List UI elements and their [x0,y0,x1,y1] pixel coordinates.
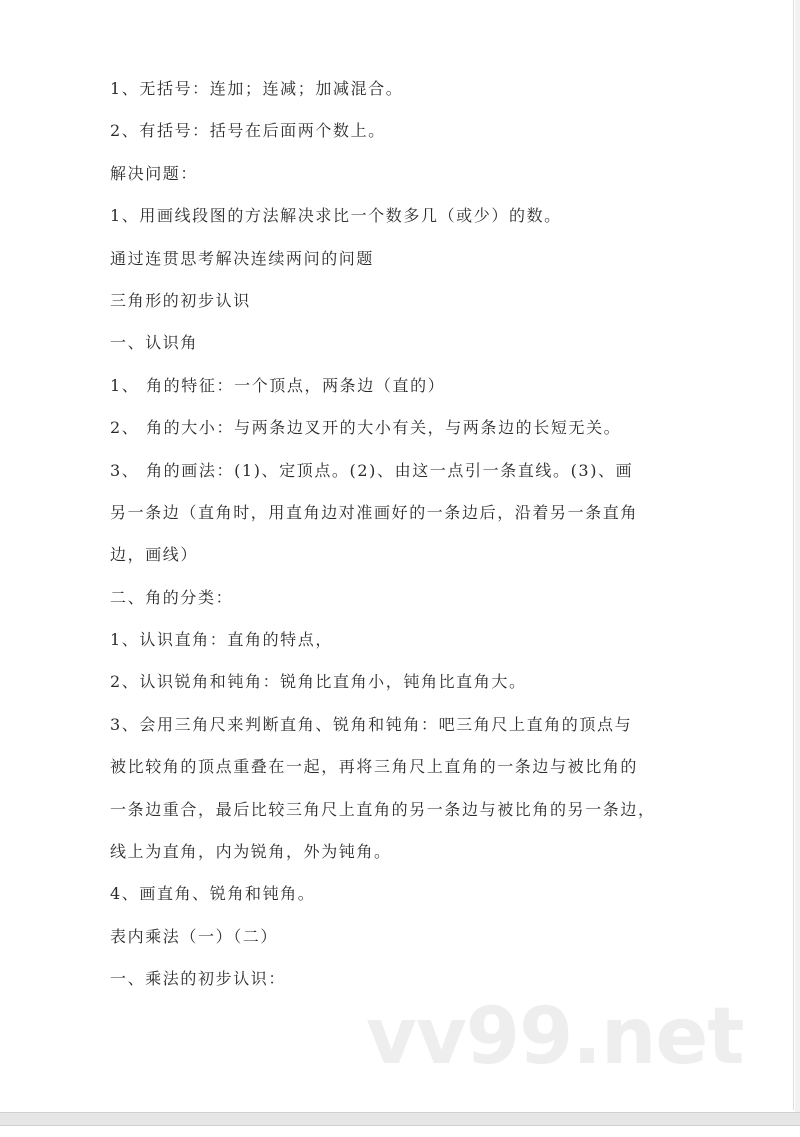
text-line: 3、 角的画法：(1)、定顶点。(2)、由这一点引一条直线。(3)、画 [110,460,634,480]
document-content [110,68,680,1001]
section-heading: 表内乘法（一）（二） [110,926,279,946]
text-line: 4、画直角、锐角和钝角。 [110,884,316,904]
text-line: 一条边重合，最后比较三角尺上直角的另一条边与被比角的另一条边， [110,799,656,819]
text-line: 另一条边（直角时，用直角边对准画好的一条边后，沿着另一条直角 [110,502,639,522]
text-line: 3、会用三角尺来判断直角、锐角和钝角：吧三角尺上直角的顶点与 [110,714,633,734]
text-line: 1、无括号：连加；连减；加减混合。 [110,79,404,98]
section-heading: 三角形的初步认识 [110,290,251,310]
text-line: 被比较角的顶点重叠在一起，再将三角尺上直角的一条边与被比角的 [110,757,639,777]
text-line: 线上为直角，内为锐角，外为钝角。 [110,842,392,862]
text-line: 2、 角的大小：与两条边叉开的大小有关，与两条边的长短无关。 [110,418,622,438]
subsection-heading: 一、乘法的初步认识： [110,969,287,989]
section-heading: 解决问题： [110,163,199,183]
subsection-heading: 二、角的分类： [110,587,234,607]
text-line: 1、认识直角：直角的特点， [110,630,333,650]
text-line: 1、 角的特征：一个顶点，两条边（直的） [110,375,446,395]
text-line: 边，画线） [110,545,199,565]
text-line: 通过连贯思考解决连续两问的问题 [110,248,375,268]
text-line: 2、认识锐角和钝角：锐角比直角小，钝角比直角大。 [110,672,527,692]
text-line: 2、有括号：括号在后面两个数上。 [110,121,386,141]
subsection-heading: 一、认识角 [110,333,199,353]
page-separator-bar [0,1112,800,1126]
text-line: 1、用画线段图的方法解决求比一个数多几（或少）的数。 [110,206,562,226]
watermark: vv99.net [366,992,744,1082]
page-edge-shadow [795,0,800,1112]
